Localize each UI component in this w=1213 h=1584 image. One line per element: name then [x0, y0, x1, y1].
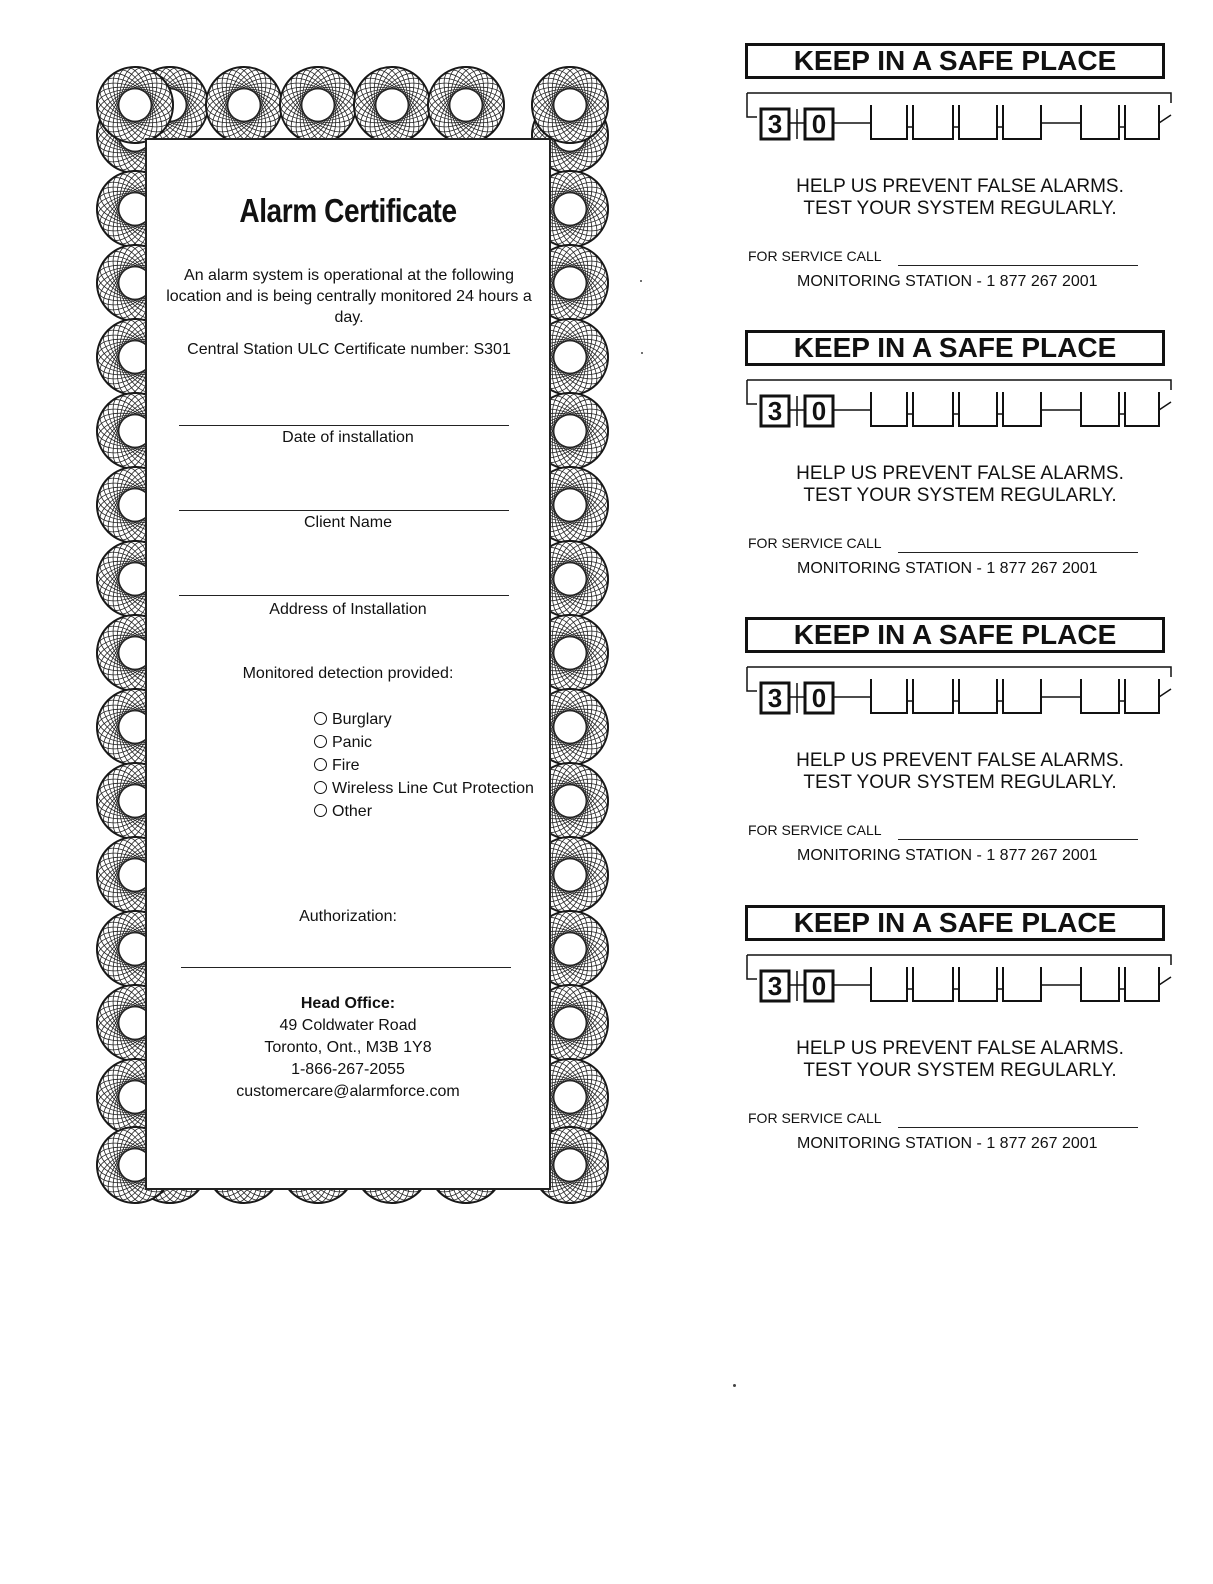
digit-3: 3 [767, 109, 783, 139]
empty-digit-box[interactable] [913, 392, 953, 426]
empty-digit-box[interactable] [959, 679, 997, 713]
service-call-line[interactable] [898, 552, 1138, 553]
authorization-line[interactable] [181, 967, 511, 968]
safe-place-label [745, 330, 1175, 580]
monitoring-station: MONITORING STATION - 1 877 267 2001 [797, 1135, 1098, 1152]
head-office-block [147, 993, 549, 1103]
empty-digit-box[interactable] [1081, 967, 1119, 1001]
help-line-2: TEST YOUR SYSTEM REGULARLY. [803, 772, 1117, 793]
authorization-label: Authorization: [299, 908, 397, 925]
safe-place-label [745, 905, 1175, 1155]
date-label: Date of installation [282, 429, 414, 446]
digit-3: 3 [767, 396, 783, 426]
client-label: Client Name [303, 514, 393, 531]
account-number-boxes [745, 665, 1173, 715]
empty-digit-box[interactable] [913, 679, 953, 713]
help-line-2: TEST YOUR SYSTEM REGULARLY. [803, 1060, 1117, 1081]
account-number-boxes [745, 91, 1173, 141]
radio-circle-icon[interactable] [314, 758, 327, 771]
service-call-label: FOR SERVICE CALL [748, 1110, 882, 1126]
option-panic[interactable]: Panic [314, 731, 534, 754]
head-office-email[interactable]: customercare@alarmforce.com [236, 1083, 460, 1100]
help-line-2: TEST YOUR SYSTEM REGULARLY. [803, 198, 1117, 219]
empty-digit-box[interactable] [1125, 105, 1159, 139]
help-line-1: HELP US PREVENT FALSE ALARMS. [796, 750, 1124, 771]
empty-digit-box[interactable] [913, 967, 953, 1001]
empty-digit-box[interactable] [1003, 105, 1041, 139]
false-alarm-notice [765, 463, 1155, 507]
service-call-label: FOR SERVICE CALL [748, 535, 882, 551]
empty-digit-box[interactable] [871, 679, 907, 713]
empty-digit-box[interactable] [1125, 679, 1159, 713]
radio-circle-icon[interactable] [314, 712, 327, 725]
help-line-1: HELP US PREVENT FALSE ALARMS. [796, 176, 1124, 197]
empty-digit-box[interactable] [959, 105, 997, 139]
head-office-city: Toronto, Ont., M3B 1Y8 [264, 1039, 432, 1056]
service-call-line[interactable] [898, 1127, 1138, 1128]
detection-options [314, 708, 534, 823]
alarm-certificate [95, 60, 610, 1210]
option-wireless-line-cut[interactable]: Wireless Line Cut Protection [314, 777, 534, 800]
radio-circle-icon[interactable] [314, 781, 327, 794]
empty-digit-box[interactable] [1081, 392, 1119, 426]
safe-place-label [745, 43, 1175, 293]
option-burglary[interactable]: Burglary [314, 708, 534, 731]
empty-digit-box[interactable] [913, 105, 953, 139]
scan-speck [640, 280, 642, 282]
digit-0: 0 [811, 396, 827, 426]
monitoring-station: MONITORING STATION - 1 877 267 2001 [797, 847, 1098, 864]
certificate-title: Alarm Certificate [239, 192, 457, 229]
empty-digit-box[interactable] [1003, 967, 1041, 1001]
empty-digit-box[interactable] [871, 105, 907, 139]
head-office-title: Head Office: [300, 995, 396, 1012]
client-line[interactable] [179, 510, 509, 511]
help-line-2: TEST YOUR SYSTEM REGULARLY. [803, 485, 1117, 506]
service-call-label: FOR SERVICE CALL [748, 822, 882, 838]
keep-safe-banner: KEEP IN A SAFE PLACE [745, 905, 1165, 941]
false-alarm-notice [765, 1038, 1155, 1082]
address-label: Address of Installation [269, 601, 427, 618]
empty-digit-box[interactable] [1003, 392, 1041, 426]
empty-digit-box[interactable] [959, 392, 997, 426]
empty-digit-box[interactable] [1125, 392, 1159, 426]
date-line[interactable] [179, 425, 509, 426]
option-fire[interactable]: Fire [314, 754, 534, 777]
scan-speck [733, 1384, 736, 1387]
head-office-phone: 1-866-267-2055 [291, 1061, 405, 1078]
keep-safe-banner: KEEP IN A SAFE PLACE [745, 330, 1165, 366]
empty-digit-box[interactable] [871, 392, 907, 426]
help-line-1: HELP US PREVENT FALSE ALARMS. [796, 1038, 1124, 1059]
safe-place-label [745, 617, 1175, 867]
keep-safe-banner: KEEP IN A SAFE PLACE [745, 617, 1165, 653]
empty-digit-box[interactable] [959, 967, 997, 1001]
service-call-line[interactable] [898, 839, 1138, 840]
radio-circle-icon[interactable] [314, 735, 327, 748]
keep-safe-banner: KEEP IN A SAFE PLACE [745, 43, 1165, 79]
account-number-boxes [745, 953, 1173, 1003]
service-call-line[interactable] [898, 265, 1138, 266]
monitored-detection-heading: Monitored detection provided: [242, 665, 454, 682]
account-number-boxes [745, 378, 1173, 428]
monitoring-station: MONITORING STATION - 1 877 267 2001 [797, 560, 1098, 577]
false-alarm-notice [765, 176, 1155, 220]
certificate-panel [145, 138, 551, 1190]
digit-0: 0 [811, 109, 827, 139]
head-office-street: 49 Coldwater Road [279, 1017, 417, 1034]
option-other[interactable]: Other [314, 800, 534, 823]
certificate-intro: An alarm system is operational at the following location and is being centrally monitored 24 hours a day. [166, 267, 532, 326]
digit-3: 3 [767, 683, 783, 713]
service-call-label: FOR SERVICE CALL [748, 248, 882, 264]
radio-circle-icon[interactable] [314, 804, 327, 817]
empty-digit-box[interactable] [1125, 967, 1159, 1001]
scan-speck [641, 352, 643, 354]
help-line-1: HELP US PREVENT FALSE ALARMS. [796, 463, 1124, 484]
monitoring-station: MONITORING STATION - 1 877 267 2001 [797, 273, 1098, 290]
digit-3: 3 [767, 971, 783, 1001]
empty-digit-box[interactable] [1081, 679, 1119, 713]
empty-digit-box[interactable] [1081, 105, 1119, 139]
address-line[interactable] [179, 595, 509, 596]
digit-0: 0 [811, 971, 827, 1001]
false-alarm-notice [765, 750, 1155, 794]
ulc-certificate-number: Central Station ULC Certificate number: S301 [187, 341, 511, 358]
empty-digit-box[interactable] [1003, 679, 1041, 713]
digit-0: 0 [811, 683, 827, 713]
empty-digit-box[interactable] [871, 967, 907, 1001]
